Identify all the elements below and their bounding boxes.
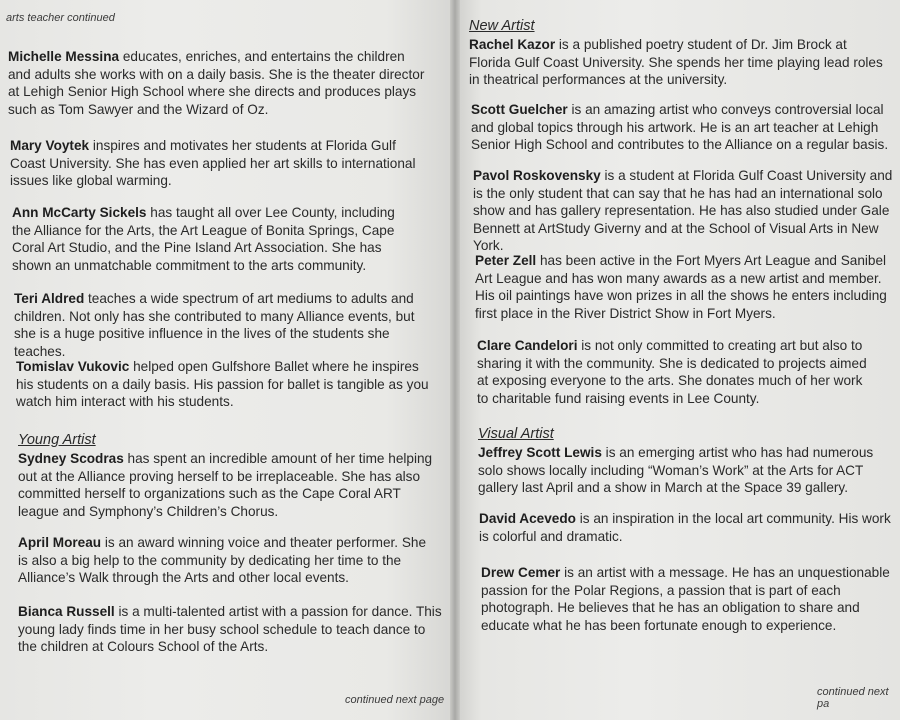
bio-name: Michelle Messina bbox=[8, 49, 120, 64]
bio-text: is an emerging artist who has had numerous solo shows locally including “Woman’s Work” at the Arts for ACT gallery last April and a show in March at the Space 39 gallery. bbox=[478, 445, 874, 496]
bio-entry bbox=[477, 337, 877, 407]
book-spine bbox=[450, 0, 460, 720]
bio-entry bbox=[10, 137, 430, 190]
bio-text: has been active in the Fort Myers Art League and Sanibel Art League and has won many awards as a new artist and member. His oil paintings have won prizes in all the shows he enters including first place in the River District Show in Fort Myers. bbox=[475, 253, 887, 321]
section-heading-new-artist: New Artist bbox=[469, 18, 535, 34]
bio-entry bbox=[18, 450, 433, 520]
bio-text: is an award winning voice and theater performer. She is also a big help to the community by dedicating her time to the Alliance’s Walk through the Arts and other local events. bbox=[18, 535, 427, 586]
bio-text: inspires and motivates her students at Florida Gulf Coast University. She has even applied her art skills to international issues like global warming. bbox=[10, 138, 416, 189]
footer-continued: continued next pa bbox=[817, 686, 889, 710]
bio-name: Sydney Scodras bbox=[18, 451, 124, 466]
bio-entry bbox=[478, 444, 893, 497]
bio-entry bbox=[469, 36, 884, 89]
bio-entry bbox=[18, 534, 433, 587]
bio-name: Peter Zell bbox=[475, 253, 537, 268]
bio-name: Scott Guelcher bbox=[471, 102, 568, 117]
bio-entry bbox=[18, 603, 443, 656]
bio-text: is an artist with a message. He has an unquestionable passion for the Polar Regions, a passion that is part of each photograph. He believes that he has an obligation to share and educate what he has been fortunate enough to experience. bbox=[481, 565, 890, 633]
bio-name: Teri Aldred bbox=[14, 291, 85, 306]
bio-name: Rachel Kazor bbox=[469, 37, 556, 52]
bio-text: is a multi-talented artist with a passion for dance. This young lady finds time in her busy school schedule to teach dance to the children at Colours School of the Arts. bbox=[18, 604, 442, 655]
bio-entry bbox=[16, 358, 436, 411]
bio-name: Mary Voytek bbox=[10, 138, 90, 153]
bio-name: Pavol Roskovensky bbox=[473, 168, 601, 183]
bio-entry bbox=[8, 48, 428, 118]
bio-entry bbox=[12, 204, 417, 274]
bio-text: is a published poetry student of Dr. Jim Brock at Florida Gulf Coast University. She spends her time playing lead roles in theatrical performances at the university. bbox=[469, 37, 883, 88]
bio-text: teaches a wide spectrum of art mediums to adults and children. Not only has she contributed to many Alliance events, but she is a huge positive influence in the lives of the students she teaches. bbox=[14, 291, 415, 359]
bio-entry bbox=[473, 167, 893, 255]
section-heading-visual-artist: Visual Artist bbox=[478, 426, 554, 442]
bio-text: has spent an incredible amount of her time helping out at the Alliance proving herself to be irreplaceable. She has also committed herself to organizations such as the Cape Coral ART league and Symphony’s Children’s Chorus. bbox=[18, 451, 433, 519]
bio-text: is a student at Florida Gulf Coast University and is the only student that can say that he has had an international solo show and has gallery representation. He has also studied under Gale Bennett at ArtStudy Giverny and at the School of Visual Arts in New York. bbox=[473, 168, 893, 254]
bio-name: Tomislav Vukovic bbox=[16, 359, 130, 374]
bio-name: David Acevedo bbox=[479, 511, 576, 526]
bio-name: Clare Candelori bbox=[477, 338, 578, 353]
bio-name: Bianca Russell bbox=[18, 604, 115, 619]
section-heading-young-artist: Young Artist bbox=[18, 432, 96, 448]
bio-entry bbox=[14, 290, 434, 360]
bio-name: Jeffrey Scott Lewis bbox=[478, 445, 602, 460]
bio-name: Ann McCarty Sickels bbox=[12, 205, 147, 220]
right-page bbox=[455, 0, 900, 720]
bio-entry bbox=[475, 252, 895, 322]
bio-text: helped open Gulfshore Ballet where he inspires his students on a daily basis. His passion for ballet is tangible as you watch him interact with his students. bbox=[16, 359, 429, 410]
bio-entry bbox=[471, 101, 891, 154]
running-head: arts teacher continued bbox=[6, 12, 115, 24]
bio-entry bbox=[479, 510, 899, 545]
bio-text: educates, enriches, and entertains the children and adults she works with on a daily basis. She is the theater director at Lehigh Senior High School where she directs and produces plays such as Tom Sawyer and the Wizard of Oz. bbox=[8, 49, 425, 117]
bio-text: is not only committed to creating art but also to sharing it with the community. She is dedicated to projects aimed at exposing everyone to the arts. She donates much of her work to charitable fund raising events in Lee County. bbox=[477, 338, 867, 406]
bio-name: April Moreau bbox=[18, 535, 102, 550]
bio-entry bbox=[481, 564, 896, 634]
footer-continued: continued next page bbox=[345, 694, 445, 706]
bio-text: has taught all over Lee County, including the Alliance for the Arts, the Art League of Bonita Springs, Cape Coral Art Studio, and the Pine Island Art Association. She has shown an unmatchable commitment to the arts community. bbox=[12, 205, 395, 273]
bio-text: is an amazing artist who conveys controversial local and global topics through his artwork. He is an art teacher at Lehigh Senior High School and contributes to the Alliance on a regular basis. bbox=[471, 102, 889, 153]
bio-text: is an inspiration in the local art community. His work is colorful and dramatic. bbox=[479, 511, 891, 544]
bio-name: Drew Cemer bbox=[481, 565, 561, 580]
